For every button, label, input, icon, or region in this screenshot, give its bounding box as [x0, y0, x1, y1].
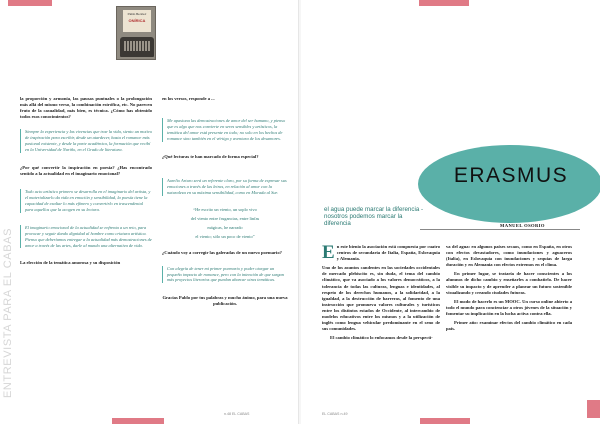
answer-quote: Siempre la experiencia y las vivencias que trae la vida, siento un motivo de inspiración para escribir, desde un atardecer, hasta el romance más pasional existente, y desde la parte académica, la formación que recibí en la Universidad de Nariño, en el Grado de literatura. — [20, 129, 152, 153]
paragraph: Primer año: examinar efectos del cambio climático en cada país. — [446, 320, 572, 332]
vertical-section-title: ENTREVISTA PARA EL CABAS — [2, 227, 14, 399]
answer-quote: Me apasiona las demostraciones de amor del ser humano, y pienso que es algo que nos convierte en seres sensibles y artísticos, la temática del amor está presente en todo; no solo en los hechos de romance sino también en el vértigo y aventura de los desamores. — [162, 118, 288, 142]
closing-text: Gracias Pablo por tus palabras y mucho ánimo, para una nueva publicación. — [162, 295, 288, 307]
book-cover-image — [116, 6, 156, 60]
book-cover-label — [123, 10, 151, 32]
answer-quote: Todo acto artístico primero se desarrolla en el imaginario del artista, y el materializarlo da vida en emoción y sensibilidad, la poesía tiene la capacidad de exaltar lo más efímero y convertirlo en trascendental para aquellos que la acogen en su lectura. — [20, 189, 152, 213]
page-footer: n.48 EL CABAS — [224, 412, 250, 416]
paragraph: la proporción y armonía, las pausas puntuales o la prolongación más allá del mismo verso, la combinación estrófica, etc. No parecen fruto de la casualidad, más bien, es técnica. ¿Cómo has obtenido todos esos conocimientos? — [20, 96, 152, 120]
poem-line: “He escrito un viento, un soplo vivo — [193, 206, 257, 212]
poem-line: del viento entre frugancias, entre linfas — [190, 215, 260, 221]
question: ¿Por qué convertir la inspiración en poesía? ¿Has encontrado sentido a la actualidad en el imaginario emocional? — [20, 165, 152, 177]
pink-bottom-bar — [420, 418, 470, 424]
left-page — [0, 0, 299, 424]
paragraph: El modo de hacerlo es un MOOC. Un curso online abierto a todo el mundo para concienciar a otros jóvenes de la situación y fomentar su implicación en la lucha activa contra ella. — [446, 298, 572, 316]
answer-quote: Aurelio Arturo será un referente claro, por su forma de expresar sus emociones a través de las letras, en relación al amor con la naturaleza en su máxima sensibilidad, como en Morada al Sur. — [162, 178, 288, 196]
paragraph: va del agua: en algunos países secaos, como en España, en otros con efectos devastadores, como inundaciones y aguaceros (Italia), en Eslovaquia con inundaciones y sequías de larga duración y en Alemania con efectos extremos en el clima. — [446, 244, 572, 268]
poem-line: mágicas, he narrado — [207, 224, 243, 230]
question: ¿Qué lecturas te han marcado de forma especial? — [162, 153, 259, 159]
paragraph: En este bienio la asociación está compuesta por cuatro centros de secundaria de Italia, España, Eslovaquia y Alemania. — [322, 242, 440, 263]
left-column-1 — [20, 96, 152, 267]
answer-quote: El imaginario emocional de la actualidad se enfrenta a un reto, para provocar y seguir dando dignidad al hombre como criatura artística. Pienso que deberíamos entregar a la actualidad más demostraciones de amor a través de las artes, darle al mundo una alternativa de vida. — [20, 225, 152, 249]
poem-excerpt — [162, 205, 288, 241]
author-rule — [420, 229, 580, 230]
right-column-1 — [322, 244, 440, 341]
pink-corner-bar — [587, 400, 600, 418]
article-heading: ERASMUS — [453, 164, 569, 187]
drop-cap: E — [322, 242, 335, 263]
book-cover-title: ONÍRICA — [128, 18, 146, 23]
poem-line: el viento; sólo un poco de viento” — [195, 233, 255, 239]
article-subtitle: el agua puede marcar la diferencia - nosotros podemos marcar la diferencia — [324, 206, 424, 228]
paragraph: El cambio climático lo enfocamos desde la perspecti- — [330, 335, 433, 341]
article-author: MANUEL OSORIO — [500, 223, 545, 228]
pink-bottom-bar — [112, 418, 164, 424]
pink-top-bar — [419, 0, 469, 6]
book-cover-author: Pablo Benítez — [127, 12, 147, 16]
right-column-2 — [446, 244, 572, 332]
paragraph: en los versos, responde a ... — [162, 96, 215, 101]
answer-quote: Con alegría de tener mi primer poemario y poder otorgar un pequeño impacto de romance, pero con la intención de que surgan más proyectos literarios que puedan abarcar otras temáticas. — [162, 266, 288, 284]
pink-top-bar — [8, 0, 52, 6]
page-footer: EL CABAS n.49 — [322, 412, 348, 416]
paragraph: En primer lugar, se trataría de hacer conscientes a los alumnos de dicho cambio y enseñarles a combatirlo. De hacer visible su impacto y de aprender a planear un futuro sostenible visualizando y creando ciudades futuras. — [446, 271, 572, 295]
typewriter-illustration — [120, 37, 154, 57]
paragraph: Uno de los asuntos candentes en las sociedades occidentales de mercado plebiscito es, sin duda, el tema del cambio climático, que va asociado a los valores democráticos, a la tolerancia de todas las culturas, lenguas e identidades, al respeto de los derechos humanos, a la solidaridad, a la igualdad, a la destrucción de barreras, al fomento de una instrucción que promueva valores culturales y turísticos entre los distintos estados de Occidente, al intercambio de modelos educativos entre los mismos y a la utilización de inglés como lengua vehicular predominante en el seno de sus comunidades. — [322, 265, 440, 332]
question: ¿Cuándo voy a corregir las galeradas de un nuevo poemario? — [162, 249, 282, 255]
left-column-2 — [162, 96, 288, 308]
question: La elección de la temática amorosa y su disposición — [20, 260, 121, 266]
